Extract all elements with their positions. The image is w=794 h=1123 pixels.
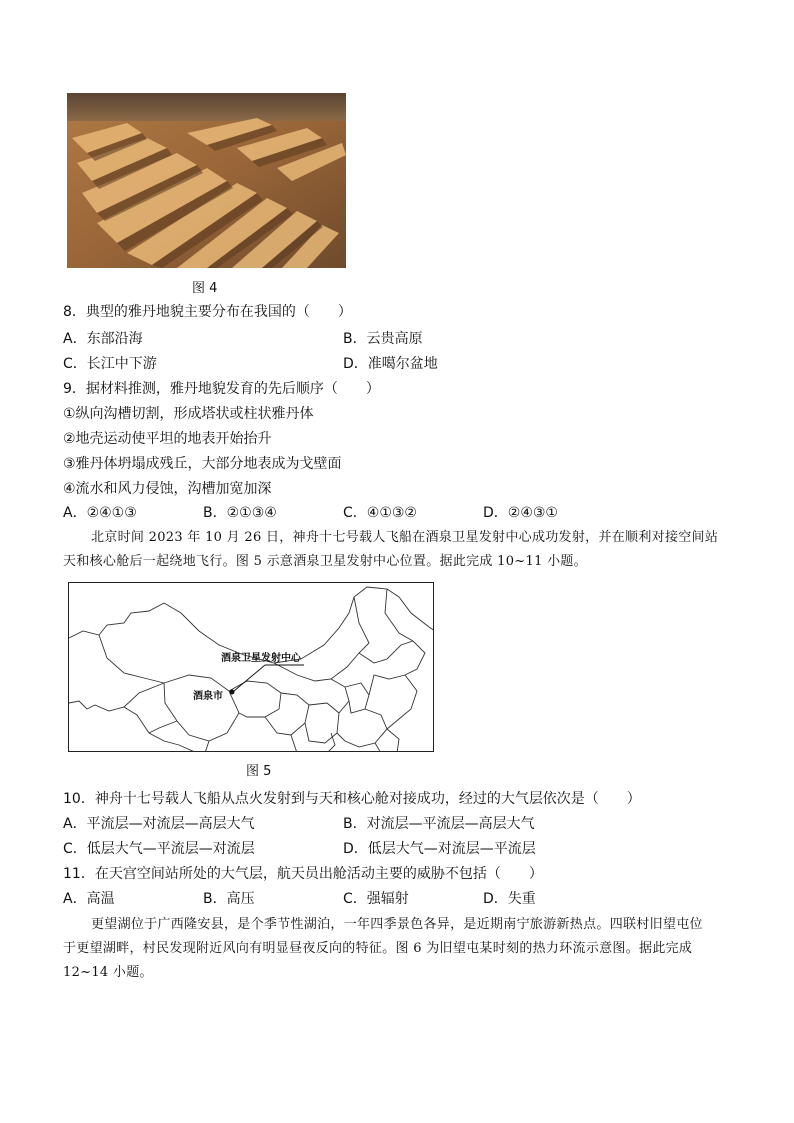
q11-option-c[interactable]: C．强辐射 <box>343 891 409 907</box>
q11-stem: 11．在天宫空间站所处的大气层，航天员出舱活动主要的威胁不包括（ ） <box>63 866 543 882</box>
figure4-caption: 图 4 <box>192 281 218 296</box>
q9-option-d[interactable]: D．②④③① <box>483 505 558 521</box>
china-map-outline <box>69 583 434 752</box>
q10-option-b[interactable]: B．对流层—平流层—高层大气 <box>343 816 535 832</box>
material1-line1: 北京时间 2023 年 10 月 26 日，神舟十七号载人飞船在酒泉卫星发射中心成功发射，并在顺利对接空间站 <box>91 530 719 545</box>
q11-option-a[interactable]: A．高温 <box>63 891 115 907</box>
jiuquan-city-dot <box>230 690 235 695</box>
q8-stem: 8．典型的雅丹地貌主要分布在我国的（ ） <box>63 304 352 320</box>
figure5-caption: 图 5 <box>246 764 272 779</box>
yardang-landform-photo <box>67 93 346 268</box>
q11-option-d[interactable]: D．失重 <box>483 891 536 907</box>
yardang-photo-drawing <box>67 93 346 268</box>
q9-item-1: ①纵向沟槽切割，形成塔状或柱状雅丹体 <box>63 406 314 422</box>
material2-line1: 更望湖位于广西隆安县，是个季节性湖泊，一年四季景色各异，是近期南宁旅游新热点。四联村旧望屯位 <box>91 917 703 932</box>
q10-option-d[interactable]: D．低层大气—对流层—平流层 <box>343 841 536 857</box>
q9-item-3: ③雅丹体坍塌成残丘，大部分地表成为戈壁面 <box>63 456 342 472</box>
q9-item-4: ④流水和风力侵蚀，沟槽加宽加深 <box>63 481 272 497</box>
q11-option-b[interactable]: B．高压 <box>203 891 255 907</box>
material1-line2: 天和核心舱后一起绕地飞行。图 5 示意酒泉卫星发射中心位置。据此完成 10~11 小题。 <box>63 554 587 569</box>
q9-item-2: ②地壳运动使平坦的地表开始抬升 <box>63 431 272 447</box>
q9-stem: 9．据材料推测，雅丹地貌发育的先后顺序（ ） <box>63 381 380 397</box>
q10-option-c[interactable]: C．低层大气—平流层—对流层 <box>63 841 255 857</box>
q8-option-d[interactable]: D．准噶尔盆地 <box>343 356 438 372</box>
q8-option-b[interactable]: B．云贵高原 <box>343 331 423 347</box>
jiuquan-location-map <box>68 582 434 752</box>
material2-line3: 12~14 小题。 <box>63 965 153 980</box>
material2-line2: 于更望湖畔，村民发现附近风向有明显昼夜反向的特征。图 6 为旧望屯某时刻的热力环流示意图。据此完成 <box>63 941 693 956</box>
jiuquan-city-label: 酒泉市 <box>193 691 223 702</box>
launch-center-label: 酒泉卫星发射中心 <box>221 653 301 664</box>
q10-option-a[interactable]: A．平流层—对流层—高层大气 <box>63 816 255 832</box>
q8-option-a[interactable]: A．东部沿海 <box>63 331 143 347</box>
q9-option-b[interactable]: B．②①③④ <box>203 505 277 521</box>
q10-stem: 10．神舟十七号载人飞船从点火发射到与天和核心舱对接成功，经过的大气层依次是（ ） <box>63 791 641 807</box>
q9-option-c[interactable]: C．④①③② <box>343 505 417 521</box>
q9-option-a[interactable]: A．②④①③ <box>63 505 137 521</box>
q8-option-c[interactable]: C．长江中下游 <box>63 356 157 372</box>
